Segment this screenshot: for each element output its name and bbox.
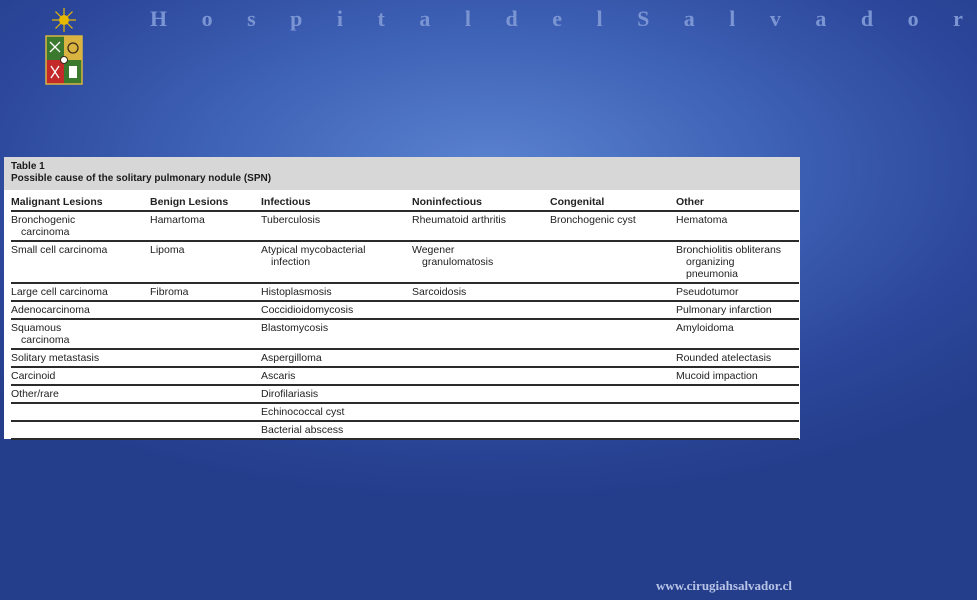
- table-cell: [676, 284, 799, 302]
- cell-text: Amyloidoma: [676, 322, 734, 334]
- cell-text: pneumonia: [686, 268, 738, 280]
- column-header: Congenital: [550, 190, 676, 212]
- table-cell: [550, 386, 676, 404]
- table-cell: [11, 422, 150, 440]
- table-caption: [4, 157, 800, 190]
- cell-text: Echinococcal cyst: [261, 406, 345, 418]
- table-cell: [412, 368, 550, 386]
- sun-star-icon: [52, 8, 76, 32]
- table-cell: [676, 320, 799, 350]
- table-cell: [412, 212, 550, 242]
- cell-text: Hematoma: [676, 214, 728, 226]
- table-cell: [261, 422, 412, 440]
- table-cell: [412, 422, 550, 440]
- cell-text: Bronchiolitis obliterans: [676, 244, 782, 256]
- table-cell: [11, 320, 150, 350]
- table-cell: [676, 242, 799, 284]
- table-cell: [412, 302, 550, 320]
- cell-text: Rounded atelectasis: [676, 352, 772, 364]
- footer-url: www.cirugiahsalvador.cl: [655, 578, 792, 593]
- cell-text: granulomatosis: [422, 256, 494, 268]
- table-cell: [150, 404, 261, 422]
- cell-text: Solitary metastasis: [11, 352, 100, 364]
- cell-text: Atypical mycobacterial: [261, 244, 366, 256]
- cell-text: Dirofilariasis: [261, 388, 319, 400]
- table-cell: [261, 350, 412, 368]
- column-header: Other: [676, 190, 799, 212]
- university-crest-icon: [40, 6, 88, 90]
- table-cell: [676, 212, 799, 242]
- table-cell: [150, 212, 261, 242]
- table-cell: [261, 212, 412, 242]
- cell-text: Wegener: [412, 244, 455, 256]
- cell-text: Adenocarcinoma: [11, 304, 90, 316]
- table-cell: [150, 386, 261, 404]
- table-cell: [412, 350, 550, 368]
- table-cell: [412, 320, 550, 350]
- table-cell: [150, 350, 261, 368]
- cell-text: Bacterial abscess: [261, 424, 344, 436]
- table-cell: [150, 368, 261, 386]
- cell-text: Pseudotumor: [676, 286, 739, 298]
- cell-text: Sarcoidosis: [412, 286, 467, 298]
- cell-text: Rheumatoid arthritis: [412, 214, 506, 226]
- table-cell: [11, 284, 150, 302]
- table-cell: [550, 422, 676, 440]
- table-cell: [550, 284, 676, 302]
- table-cell: [11, 368, 150, 386]
- table-cell: [11, 404, 150, 422]
- column-header: Benign Lesions: [150, 190, 261, 212]
- table-cell: [261, 302, 412, 320]
- column-header: Malignant Lesions: [11, 190, 150, 212]
- cause-table: [4, 190, 800, 440]
- table-cell: [550, 212, 676, 242]
- table-cell: [550, 302, 676, 320]
- shield-icon: [46, 36, 82, 84]
- table-cell: [150, 302, 261, 320]
- table-cell: [676, 422, 799, 440]
- cell-text: Lipoma: [150, 244, 185, 256]
- cell-text: carcinoma: [21, 334, 70, 346]
- cell-text: Histoplasmosis: [261, 286, 332, 298]
- cell-text: Fibroma: [150, 286, 189, 298]
- table-cell: [150, 284, 261, 302]
- table-cell: [11, 242, 150, 284]
- table-label: Table 1: [11, 161, 45, 172]
- cell-text: Squamous: [11, 322, 62, 334]
- table-panel: [4, 157, 800, 439]
- table-cell: [11, 212, 150, 242]
- cell-text: Ascaris: [261, 370, 296, 382]
- table-cell: [261, 242, 412, 284]
- cell-text: Pulmonary infarction: [676, 304, 772, 316]
- table-cell: [261, 284, 412, 302]
- cell-text: Aspergilloma: [261, 352, 322, 364]
- cell-text: Carcinoid: [11, 370, 56, 382]
- table-cell: [150, 320, 261, 350]
- table-cell: [676, 302, 799, 320]
- header-title: H o s p i t a l d e l S a l v a d o r: [150, 6, 977, 31]
- cell-text: Bronchogenic cyst: [550, 214, 636, 226]
- table-cell: [550, 350, 676, 368]
- table-cell: [550, 242, 676, 284]
- cell-text: Mucoid impaction: [676, 370, 758, 382]
- cell-text: organizing: [686, 256, 735, 268]
- cell-text: Tuberculosis: [261, 214, 321, 226]
- cell-text: infection: [271, 256, 311, 268]
- table-cell: [550, 320, 676, 350]
- cell-text: Coccidioidomycosis: [261, 304, 354, 316]
- table-cell: [412, 242, 550, 284]
- table-cell: [11, 302, 150, 320]
- cell-text: Other/rare: [11, 388, 59, 400]
- column-header: Noninfectious: [412, 190, 550, 212]
- cell-text: Large cell carcinoma: [11, 286, 108, 298]
- table-cell: [676, 368, 799, 386]
- table-cell: [150, 242, 261, 284]
- table-cell: [550, 368, 676, 386]
- table-cell: [11, 386, 150, 404]
- cell-text: Bronchogenic: [11, 214, 76, 226]
- table-cell: [261, 404, 412, 422]
- cell-text: carcinoma: [21, 226, 70, 238]
- table-cell: [412, 404, 550, 422]
- column-header: Infectious: [261, 190, 412, 212]
- table-cell: [412, 386, 550, 404]
- cell-text: Small cell carcinoma: [11, 244, 108, 256]
- table-title: Possible cause of the solitary pulmonary nodule (SPN): [11, 173, 272, 184]
- table-cell: [11, 350, 150, 368]
- cell-text: Blastomycosis: [261, 322, 329, 334]
- table-cell: [261, 320, 412, 350]
- table-cell: [150, 422, 261, 440]
- table-cell: [412, 284, 550, 302]
- table-cell: [550, 404, 676, 422]
- table-cell: [261, 368, 412, 386]
- table-cell: [676, 404, 799, 422]
- table-cell: [676, 350, 799, 368]
- table-cell: [676, 386, 799, 404]
- table-cell: [261, 386, 412, 404]
- cell-text: Hamartoma: [150, 214, 205, 226]
